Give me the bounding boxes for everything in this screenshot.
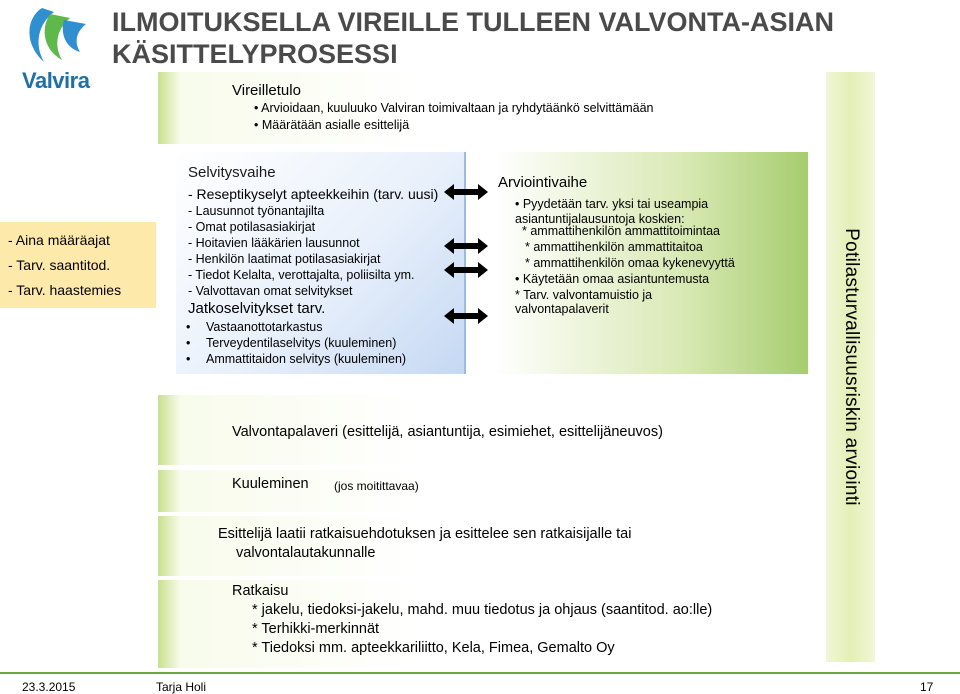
step-edge xyxy=(158,470,180,512)
arviointivaihe-line: * ammattihenkilön omaa kykenevyyttä xyxy=(525,256,735,270)
jatkoselvitys-bullet: • xyxy=(186,352,191,366)
step-edge xyxy=(158,395,180,465)
jatkoselvitys-bullet: • xyxy=(186,336,191,350)
valvira-logo-icon xyxy=(20,4,100,74)
step-edge xyxy=(158,72,180,144)
double-arrow-icon xyxy=(444,182,488,202)
double-arrow-icon xyxy=(444,260,488,280)
arviointivaihe-heading: Arviointivaihe xyxy=(498,174,588,191)
title-line-1: ILMOITUKSELLA VIREILLE TULLEEN VALVONTA-ASIAN xyxy=(112,7,834,37)
kuuleminen-detail: (jos moitittavaa) xyxy=(334,479,419,493)
jatkoselvitys-bullet: • xyxy=(186,320,191,334)
selvitysvaihe-item: - Tiedot Kelalta, verottajalta, poliisilta ym. xyxy=(188,268,415,282)
jatkoselvitykset-heading: Jatkoselvitykset tarv. xyxy=(188,300,326,317)
footer-page-number: 17 xyxy=(920,680,934,694)
selvitysvaihe-item: - Reseptikyselyt apteekkeihin (tarv. uusi) xyxy=(188,186,439,202)
footer-date: 23.3.2015 xyxy=(22,680,76,694)
left-note-item: - Aina määräajat xyxy=(8,232,110,248)
arviointivaihe-line: valvontapalaverit xyxy=(515,302,609,316)
footer-divider xyxy=(0,672,960,674)
ratkaisu-heading: Ratkaisu xyxy=(232,583,289,599)
step-edge xyxy=(158,516,180,576)
step-edge xyxy=(158,580,180,668)
selvitysvaihe-item: - Omat potilasasiakirjat xyxy=(188,220,316,234)
jatkoselvitys-item: Ammattitaidon selvitys (kuuleminen) xyxy=(206,352,407,366)
arviointivaihe-line: asiantuntijalausuntoja koskien: xyxy=(515,212,685,226)
page-title xyxy=(112,6,872,70)
kuuleminen-label: Kuuleminen xyxy=(232,476,309,492)
valvontapalaveri-text xyxy=(232,424,663,440)
ratkaisu-line: * Tiedoksi mm. apteekkariliitto, Kela, Fimea, Gemalto Oy xyxy=(252,640,615,656)
double-arrow-icon xyxy=(444,236,488,256)
selvitysvaihe-item: - Valvottavan omat selvitykset xyxy=(188,284,353,298)
left-note-item: - Tarv. saantitod. xyxy=(8,257,111,273)
esittelija-line: valvontalautakunnalle xyxy=(236,545,376,561)
vireilletulo-item: • Määrätään asialle esittelijä xyxy=(254,118,410,132)
valvontapalaveri-detail: (esittelijä, asiantuntija, esimiehet, esittelijäneuvos) xyxy=(338,424,663,440)
ratkaisu-line: * Terhikki-merkinnät xyxy=(252,621,380,637)
logo-text: Valvira xyxy=(22,68,90,93)
selvitysvaihe-heading: Selvitysvaihe xyxy=(188,164,276,181)
arviointivaihe-line: * ammattihenkilön ammattitoimintaa xyxy=(522,224,720,238)
footer-author: Tarja Holi xyxy=(156,680,207,694)
selvitysvaihe-item: - Henkilön laatimat potilasasiakirjat xyxy=(188,252,381,266)
valvontapalaveri-label: Valvontapalaveri xyxy=(232,424,339,440)
arviointivaihe-line: • Käytetään omaa asiantuntemusta xyxy=(515,272,710,286)
arviointivaihe-line: • Pyydetään tarv. yksi tai useampia xyxy=(515,197,709,211)
vireilletulo-heading: Vireilletulo xyxy=(232,82,301,99)
ratkaisu-line: * jakelu, tiedoksi-jakelu, mahd. muu tiedotus ja ohjaus (saantitod. ao:lle) xyxy=(252,602,713,618)
selvitysvaihe-item: - Hoitavien lääkärien lausunnot xyxy=(188,236,360,250)
right-side-bar-label xyxy=(826,72,875,662)
jatkoselvitys-item: Terveydentilaselvitys (kuuleminen) xyxy=(206,336,397,350)
esittelija-line: Esittelijä laatii ratkaisuehdotuksen ja esittelee sen ratkaisijalle tai xyxy=(218,526,632,542)
jatkoselvitys-item: Vastaanottotarkastus xyxy=(206,320,323,334)
left-note-box xyxy=(0,222,156,308)
vireilletulo-item: • Arvioidaan, kuuluuko Valviran toimivaltaan ja ryhdytäänkö selvittämään xyxy=(254,101,654,115)
selvitysvaihe-item: - Lausunnot työnantajilta xyxy=(188,204,325,218)
arviointivaihe-line: * Tarv. valvontamuistio ja xyxy=(515,288,653,302)
arviointivaihe-line: * ammattihenkilön ammattitaitoa xyxy=(525,240,703,254)
double-arrow-icon xyxy=(444,306,488,326)
title-line-2: KÄSITTELYPROSESSI xyxy=(112,39,398,69)
left-note-item: - Tarv. haastemies xyxy=(8,282,122,298)
right-side-bar-text: Potilasturvallisuusriskin arviointi xyxy=(840,228,862,506)
